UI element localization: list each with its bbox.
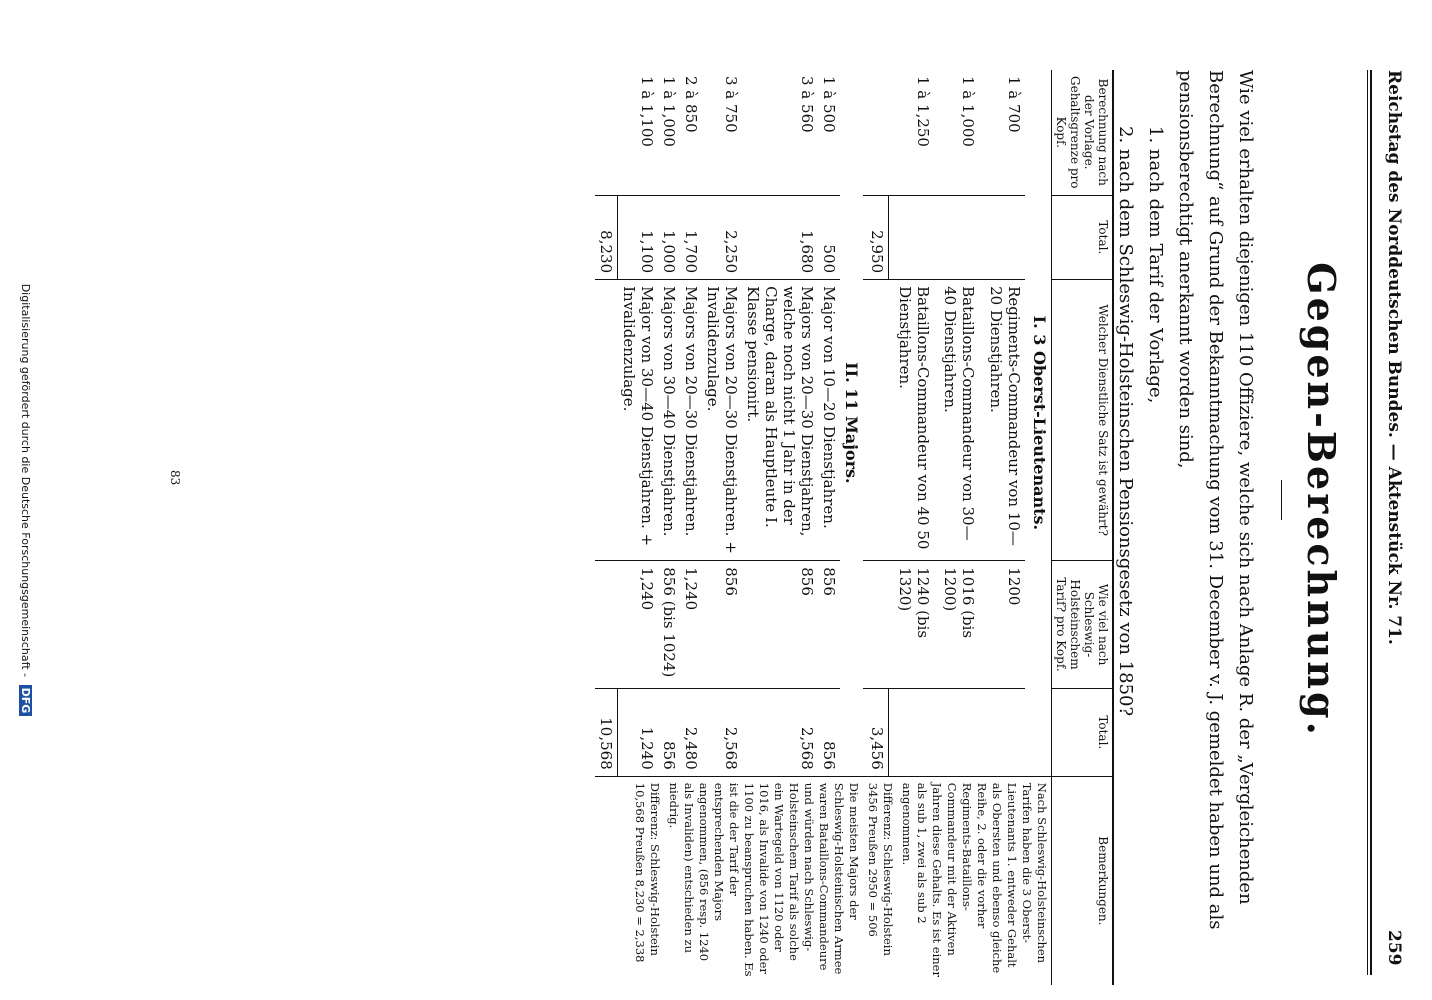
cell-sh-total — [979, 688, 1024, 776]
cell-vorlage: 2 à 850 — [680, 70, 702, 195]
cell-satz: Majors von 20—30 Dienstjahren, welche noch nicht 1 Jahr in der Charge, daran als Hauptleute I. Klasse pensionirt. — [742, 280, 818, 561]
section-2-total-sh: 10,568 — [596, 688, 619, 776]
digitization-stamp — [19, 0, 32, 1000]
running-header — [1384, 70, 1404, 970]
cell-satz: Bataillons-Commandeur von 30—40 Dienstjahren. — [934, 280, 979, 561]
remarks-text-1: Nach Schleswig-Holsteinschen Tarifen haben die 3 Oberst-Lieutenants 1. entweder Gehalt als Obersten und ebenso gleiche Reihe, 2. oder die vorher Regiments-Bataillons-Commandeur mit der Aktiven Jahren diese Gehalts. Es ist einer als sub 1, zwei als sub 2 angenommen. — [900, 782, 1049, 977]
intro-item-1: 1. nach dem Tarif der Vorlage, — [1145, 126, 1166, 404]
remarks-diff-1: Differenz: Schleswig-Holstein 3456 Preußen 2950 = 506 — [866, 782, 895, 956]
cell-sh-total: 2,568 — [742, 688, 818, 776]
cell-sh-total: 856 — [818, 688, 840, 776]
section-2-heading: II. 11 Majors. — [840, 70, 863, 776]
cell-satz: Regiments-Commandeur von 10—20 Dienstjahren. — [979, 280, 1024, 561]
comparison-table — [596, 70, 1115, 985]
section-heading-row — [840, 70, 863, 985]
col-header-vorlage: Berechnung nach der Vorlage. Gehaltsgrenze pro Kopf. — [1052, 70, 1114, 195]
section-1-heading: I. 3 Oberst-Lieutenants. — [1025, 70, 1052, 776]
cell-sh-total: 1,240 — [618, 688, 658, 776]
col-header-sh-total: Total. — [1052, 688, 1114, 776]
section-1-total-vorlage: 2,950 — [863, 195, 889, 280]
intro-question: Wie viel erhalten diejenigen 110 Offiziere, welche sich nach Anlage R. der „Vergleichenden Berechnung“ auf Grund der Bekanntmachung vom 31. December v. J. gemeldet haben und als pensionsberechtigt anerkannt worden sind, — [1175, 70, 1256, 930]
section-2-total-vorlage: 8,230 — [596, 195, 619, 280]
cell-sh-kopf: 856 — [742, 561, 818, 689]
cell-sh-kopf: 1240 (bis 1320) — [889, 561, 934, 689]
page-title: Gegen-Berechnung. — [1299, 262, 1344, 738]
cell-sh-total — [934, 688, 979, 776]
cell-vorlage: 3 à 750 — [702, 70, 742, 195]
cell-total: 500 — [818, 195, 840, 280]
cell-vorlage: 1 à 1,250 — [889, 70, 934, 195]
cell-satz: Bataillons-Commandeur von 40 50 Dienstjahren. — [889, 280, 934, 561]
col-header-total: Total. — [1052, 195, 1114, 280]
header-text: Reichstag des Norddeutschen Bundes. — Aktenstück Nr. 71. — [1384, 70, 1404, 645]
remarks-text-2: Die meisten Majors der Schleswig-Holsteinischen Armee waren Bataillons-Commandeure und würden nach Schleswig-Holsteinschem Tarif als solche ein Wartegeld von 1120 oder 1016, als Invalide von 1240 oder 1100 zu beanspruchen haben. Es ist die der Tarif der entsprechenden Majors angenommen, (856 resp. 1240 als Invaliden) entschieden zu niedrig. — [667, 782, 861, 977]
cell-total — [979, 195, 1024, 280]
footer-mark: 83 — [168, 470, 182, 486]
cell-vorlage: 1 à 1,100 — [618, 70, 658, 195]
header-rule — [1370, 70, 1372, 975]
header-rule-thin — [1367, 70, 1368, 975]
cell-sh-kopf: 856 — [702, 561, 742, 689]
page-number: 259 — [1384, 930, 1404, 966]
cell-sh-kopf: 856 (bis 1024) — [658, 561, 680, 689]
cell-total — [889, 195, 934, 280]
cell-sh-total: 2,480 — [680, 688, 702, 776]
cell-sh-kopf: 1016 (bis 1200) — [934, 561, 979, 689]
cell-satz: Majors von 20—30 Dienstjahren. + Invalidenzulage. — [702, 280, 742, 561]
remarks-section-1 — [863, 776, 1052, 985]
intro-item-2: 2. nach dem Schleswig-Holsteinschen Pensionsgesetz von 1850? — [1115, 126, 1136, 717]
remarks-section-2 — [596, 776, 864, 985]
section-heading-row — [1025, 70, 1052, 985]
table-header-row — [1052, 70, 1114, 985]
cell-vorlage: 1 à 500 — [818, 70, 840, 195]
cell-sh-total: 2,568 — [702, 688, 742, 776]
col-header-satz: Welcher Dienstliche Satz ist gewährt? — [1052, 280, 1114, 561]
cell-total — [934, 195, 979, 280]
cell-total: 2,250 — [702, 195, 742, 280]
cell-satz: Major von 10—20 Dienstjahren. — [818, 280, 840, 561]
cell-sh-kopf: 1,240 — [618, 561, 658, 689]
cell-vorlage: 1 à 700 — [979, 70, 1024, 195]
cell-satz: Major von 30—40 Dienstjahren. + Invalidenzulage. — [618, 280, 658, 561]
col-header-sh-kopf: Wie viel nach Schleswig-Holsteinschem Tarif? pro Kopf. — [1052, 561, 1114, 689]
cell-sh-total — [889, 688, 934, 776]
stamp-text: Digitalisierung gefördert durch die Deutsche Forschungsgemeinschaft - — [19, 283, 32, 678]
title-divider — [1281, 480, 1282, 520]
intro-paragraph — [1110, 70, 1260, 970]
cell-total: 1,700 — [680, 195, 702, 280]
cell-satz: Majors von 30—40 Dienstjahren. — [658, 280, 680, 561]
cell-total: 1,100 — [618, 195, 658, 280]
cell-total: 1,680 — [742, 195, 818, 280]
cell-sh-kopf: 856 — [818, 561, 840, 689]
cell-total: 1,000 — [658, 195, 680, 280]
remarks-diff-2: Differenz: Schleswig-Holstein 10,568 Preußen 8,230 = 2,338 — [633, 782, 662, 963]
cell-sh-total: 856 — [658, 688, 680, 776]
col-header-remarks: Bemerkungen. — [1052, 776, 1114, 985]
cell-sh-kopf: 1200 — [979, 561, 1024, 689]
cell-satz: Majors von 20—30 Dienstjahren. — [680, 280, 702, 561]
cell-vorlage: 3 à 560 — [742, 70, 818, 195]
dfg-logo: DFG — [19, 685, 32, 717]
cell-vorlage: 1 à 1,000 — [934, 70, 979, 195]
cell-sh-kopf: 1,240 — [680, 561, 702, 689]
section-1-total-sh: 3,456 — [863, 688, 889, 776]
cell-vorlage: 1 à 1,000 — [658, 70, 680, 195]
